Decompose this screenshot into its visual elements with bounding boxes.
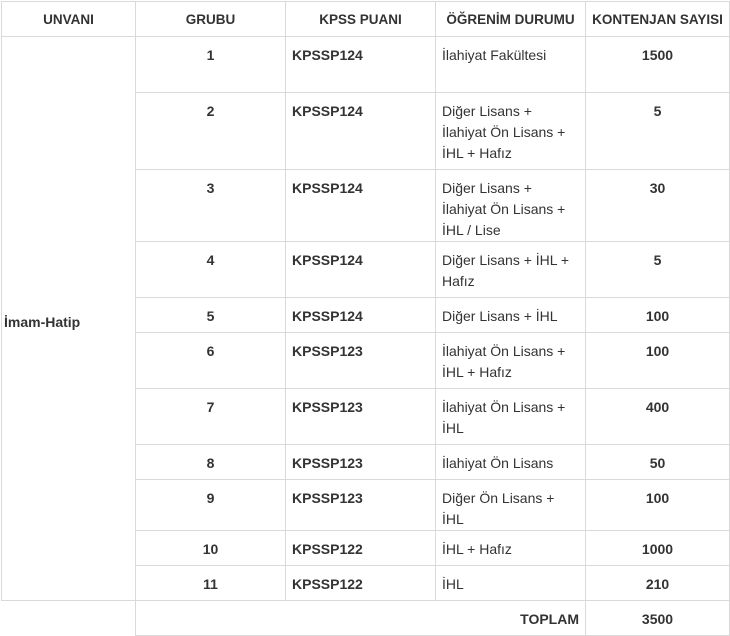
kpss-cell: KPSSP122	[286, 531, 436, 566]
header-ogrenim-durumu: ÖĞRENİM DURUMU	[436, 2, 586, 37]
grubu-cell: 5	[136, 298, 286, 333]
total-value: 3500	[586, 601, 730, 636]
kontenjan-cell: 50	[586, 445, 730, 480]
kontenjan-cell: 400	[586, 389, 730, 445]
kontenjan-table	[1, 1, 730, 636]
ogrenim-cell: Diğer Lisans + İHL	[436, 298, 586, 333]
header-unvan: UNVANI	[2, 2, 136, 37]
ogrenim-cell: Diğer Lisans + İlahiyat Ön Lisans + İHL / Lise	[436, 170, 586, 242]
kpss-cell: KPSSP124	[286, 242, 436, 298]
ogrenim-cell: İlahiyat Ön Lisans + İHL	[436, 389, 586, 445]
header-kpss-puani: KPSS PUANI	[286, 2, 436, 37]
kontenjan-cell: 30	[586, 170, 730, 242]
kpss-cell: KPSSP124	[286, 170, 436, 242]
ogrenim-cell: Diğer Ön Lisans + İHL	[436, 480, 586, 531]
kpss-cell: KPSSP123	[286, 480, 436, 531]
kpss-cell: KPSSP123	[286, 333, 436, 389]
grubu-cell: 2	[136, 93, 286, 170]
table-row	[2, 37, 730, 93]
grubu-cell: 4	[136, 242, 286, 298]
grubu-cell: 8	[136, 445, 286, 480]
grubu-cell: 3	[136, 170, 286, 242]
kontenjan-cell: 100	[586, 298, 730, 333]
ogrenim-cell: Diğer Lisans + İlahiyat Ön Lisans + İHL + Hafız	[436, 93, 586, 170]
grubu-cell: 11	[136, 566, 286, 601]
kontenjan-cell: 100	[586, 333, 730, 389]
kontenjan-cell: 1500	[586, 37, 730, 93]
kontenjan-cell: 5	[586, 242, 730, 298]
header-grubu: GRUBU	[136, 2, 286, 37]
ogrenim-cell: İHL	[436, 566, 586, 601]
kpss-cell: KPSSP123	[286, 389, 436, 445]
kpss-cell: KPSSP122	[286, 566, 436, 601]
total-row	[2, 601, 730, 636]
ogrenim-cell: İlahiyat Ön Lisans	[436, 445, 586, 480]
grubu-cell: 10	[136, 531, 286, 566]
total-label: TOPLAM	[136, 601, 586, 636]
kontenjan-cell: 100	[586, 480, 730, 531]
grubu-cell: 9	[136, 480, 286, 531]
header-kontenjan-sayisi: KONTENJAN SAYISI	[586, 2, 730, 37]
unvan-cell: İmam-Hatip	[2, 37, 136, 601]
ogrenim-cell: Diğer Lisans + İHL + Hafız	[436, 242, 586, 298]
kontenjan-cell: 210	[586, 566, 730, 601]
kpss-cell: KPSSP123	[286, 445, 436, 480]
grubu-cell: 1	[136, 37, 286, 93]
kpss-cell: KPSSP124	[286, 298, 436, 333]
ogrenim-cell: İlahiyat Ön Lisans + İHL + Hafız	[436, 333, 586, 389]
kpss-cell: KPSSP124	[286, 37, 436, 93]
grubu-cell: 6	[136, 333, 286, 389]
kontenjan-cell: 1000	[586, 531, 730, 566]
ogrenim-cell: İHL + Hafız	[436, 531, 586, 566]
kontenjan-cell: 5	[586, 93, 730, 170]
kpss-cell: KPSSP124	[286, 93, 436, 170]
table-header-row	[2, 2, 730, 37]
ogrenim-cell: İlahiyat Fakültesi	[436, 37, 586, 93]
grubu-cell: 7	[136, 389, 286, 445]
empty-cell	[2, 601, 136, 636]
